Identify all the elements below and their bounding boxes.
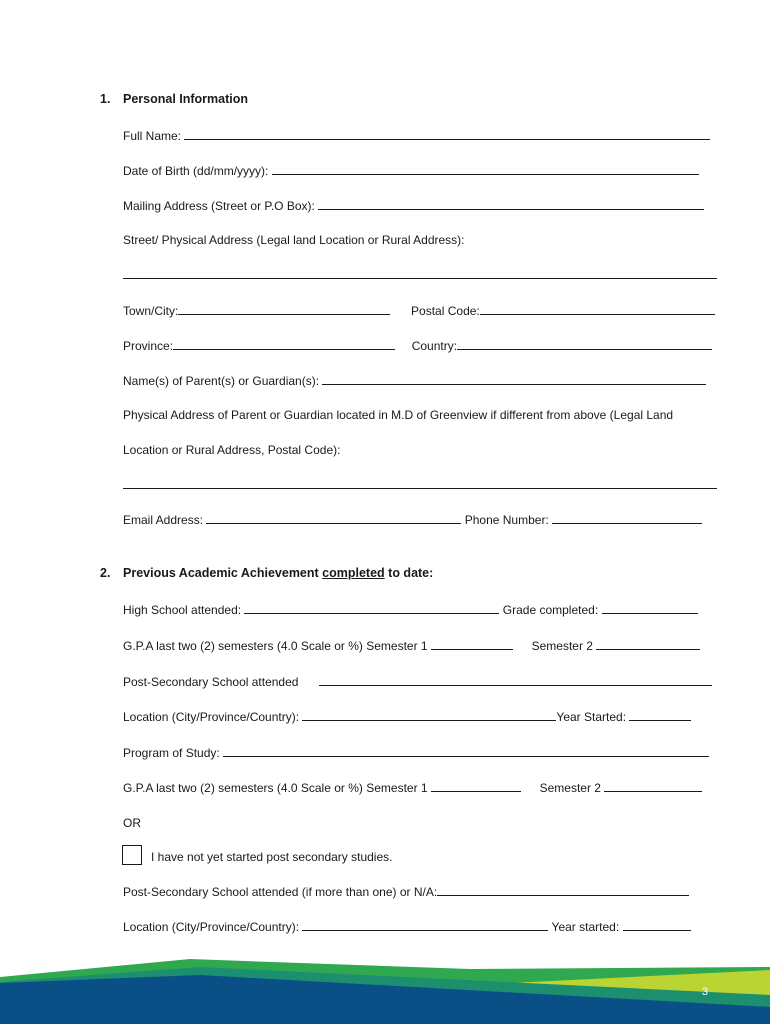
post-secondary-multi-field[interactable] [437, 883, 689, 896]
post-secondary-label: Post-Secondary School attended [123, 675, 299, 689]
parent-address-line-1: Physical Address of Parent or Guardian located in M.D of Greenview if different from above (Legal Land [123, 408, 674, 422]
section-1-number: 1. [100, 92, 111, 106]
post-secondary-multi-row [123, 883, 689, 900]
country-field[interactable] [457, 337, 712, 350]
parents-row [123, 372, 706, 389]
semester1-label-2: Semester 1 [366, 781, 428, 795]
section-2-title-pre: Previous Academic Achievement [123, 566, 323, 580]
dob-label: Date of Birth (dd/mm/yyyy): [123, 164, 269, 178]
location-field-1[interactable] [302, 708, 556, 721]
location-row-2 [123, 918, 691, 935]
location-field-2[interactable] [302, 918, 548, 931]
page-number: 3 [701, 986, 708, 998]
footer-wave-graphic [0, 955, 770, 1024]
footer-banner [0, 955, 770, 1024]
mailing-label: Mailing Address (Street or P.O Box): [123, 199, 315, 213]
full-name-field[interactable] [184, 127, 710, 140]
not-started-label: I have not yet started post secondary studies. [151, 850, 393, 864]
section-2-heading [100, 566, 433, 580]
semester2-label-1: Semester 2 [531, 639, 593, 653]
province-field[interactable] [173, 337, 395, 350]
year-started-label-1: Year Started: [556, 710, 627, 724]
mailing-field[interactable] [318, 197, 704, 210]
full-name-label: Full Name: [123, 129, 182, 143]
semester1-label-1: Semester 1 [366, 639, 428, 653]
grade-completed-label: Grade completed: [502, 603, 599, 617]
phone-label: Phone Number: [464, 513, 549, 527]
parent-address-field[interactable] [123, 488, 717, 489]
dob-field[interactable] [272, 162, 699, 175]
high-school-label: High School attended: [123, 603, 242, 617]
email-field[interactable] [206, 511, 461, 524]
mailing-row [123, 197, 704, 214]
semester2-label-2: Semester 2 [539, 781, 601, 795]
section-2-title-post: to date: [384, 566, 434, 580]
semester1-field-2[interactable] [431, 779, 521, 792]
section-2-number: 2. [100, 566, 111, 580]
post-secondary-row [123, 673, 712, 690]
province-label: Province: [123, 339, 174, 353]
country-label: Country: [411, 339, 458, 353]
gpa-row-2 [123, 779, 702, 796]
gpa-label-2: G.P.A last two (2) semesters (4.0 Scale or %) [123, 781, 363, 795]
location-label-1: Location (City/Province/Country): [123, 710, 300, 724]
phone-field[interactable] [552, 511, 702, 524]
grade-completed-field[interactable] [602, 601, 698, 614]
post-secondary-multi-label: Post-Secondary School attended (if more than one) or N/A: [123, 885, 438, 899]
location-row-1 [123, 708, 691, 725]
province-country-row [123, 337, 712, 354]
email-label: Email Address: [123, 513, 204, 527]
not-started-checkbox[interactable] [122, 845, 142, 865]
street-label: Street/ Physical Address (Legal land Location or Rural Address): [123, 233, 465, 247]
gpa-label-1: G.P.A last two (2) semesters (4.0 Scale or %) [123, 639, 363, 653]
high-school-row [123, 601, 698, 618]
semester1-field-1[interactable] [431, 637, 513, 650]
year-started-label-2: Year started: [551, 920, 620, 934]
year-started-field-1[interactable] [629, 708, 691, 721]
full-name-row [123, 127, 710, 144]
section-1-heading [100, 92, 248, 106]
parents-field[interactable] [322, 372, 706, 385]
street-field[interactable] [123, 278, 717, 279]
parent-address-line-2: Location or Rural Address, Postal Code): [123, 443, 341, 457]
postal-label: Postal Code: [411, 304, 480, 318]
town-postal-row [123, 302, 715, 319]
location-label-2: Location (City/Province/Country): [123, 920, 300, 934]
postal-field[interactable] [480, 302, 715, 315]
semester2-field-2[interactable] [604, 779, 702, 792]
program-field[interactable] [223, 744, 709, 757]
town-field[interactable] [178, 302, 390, 315]
year-started-field-2[interactable] [623, 918, 691, 931]
dob-row [123, 162, 699, 179]
section-2-title-underlined: completed [322, 566, 385, 580]
or-text: OR [123, 816, 141, 830]
email-phone-row [123, 511, 702, 528]
program-row [123, 744, 709, 761]
high-school-field[interactable] [244, 601, 499, 614]
gpa-row-1 [123, 637, 700, 654]
town-label: Town/City: [123, 304, 179, 318]
street-row [123, 232, 465, 248]
section-1-title: Personal Information [123, 92, 249, 106]
program-label: Program of Study: [123, 746, 220, 760]
parents-label: Name(s) of Parent(s) or Guardian(s): [123, 374, 320, 388]
semester2-field-1[interactable] [596, 637, 700, 650]
post-secondary-field[interactable] [319, 673, 712, 686]
